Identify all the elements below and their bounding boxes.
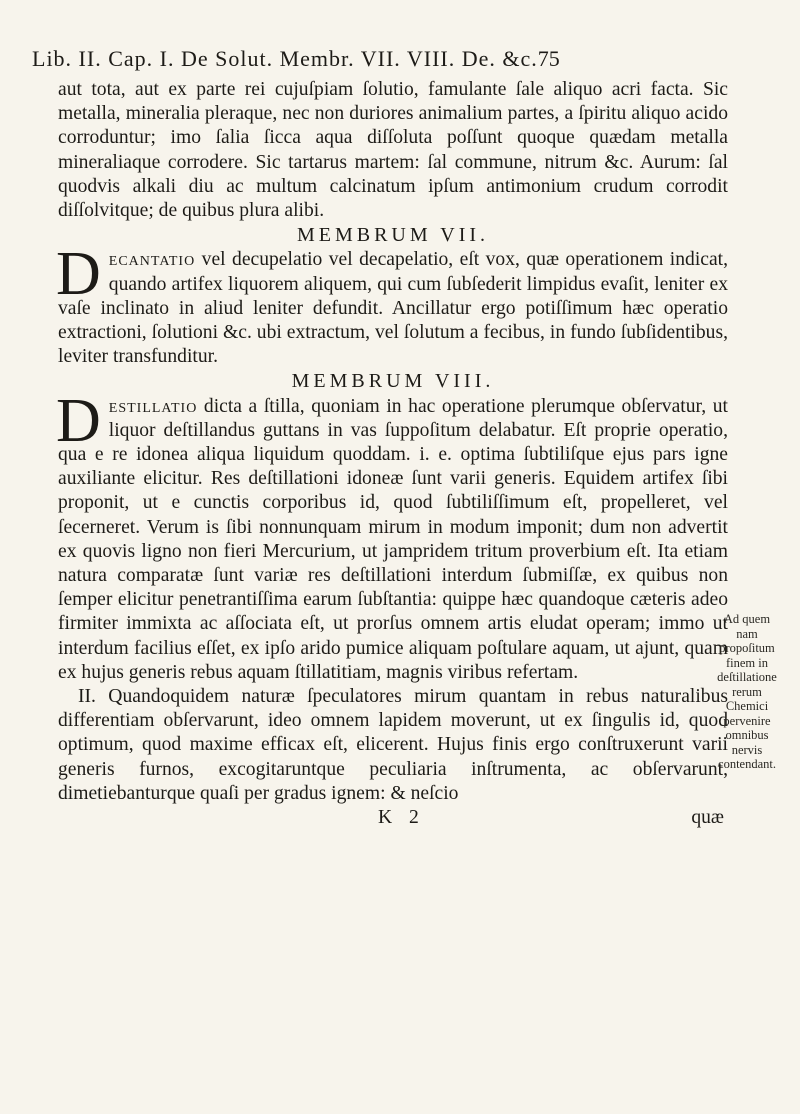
running-head-title: Lib. II. Cap. I. De Solut. Membr. VII. VIII. De. &c. (32, 46, 538, 71)
paragraph-2-lead: ecantatio (108, 249, 196, 271)
paragraph-1: aut tota, aut ex parte rei cujuſpiam ſolutio, famulante ſale aliquo acri facta. Sic metalla, mineralia pleraque, nec non duriores animalium partes, a ſpiritu aliquo acido corroduntur; imo ſalia ſicca aqua diſſoluta poſſunt quoque quædam metalla mineraliaque corrodere. Sic tartarus martem: ſal commune, nitrum &c. Aurum: ſal quodvis alkali diu ac multum calcinatum ipſum antimonium crudum corrodit diſſolvitque; de quibus plura alibi. (58, 79, 728, 222)
signature-mark: K 2 (378, 807, 425, 829)
paragraph-2 (56, 240, 729, 369)
page-footer (58, 806, 728, 830)
paragraph-3 (56, 386, 728, 685)
paragraph-3-text: dicta a ſtilla, quoniam in hac operatione plerumque obſervatur, ut liquor deſtillandus guttans in vas ſuppoſitum delabatur. Eſt proprie operatio, qua e re idonea aliqua liquidum quoddam. i. e. optima ſubtiliſque ejus pars igne auxiliante elicitur. Res deſtillationi idoneæ ſunt varii generis. Equidem artifex ſibi proponit, ut e cunctis corporibus id, quod ſubtiliſſimum eſt, propelleret, vel ſecerneret. Verum is ſibi nonnunquam mirum in modum imponit; dum non advertit ex quovis ligno non fieri Mercurium, ut jampridem tritum proverbium eſt. Ita etiam natura comparatæ ſunt variæ res deſtillationi interdum ſubmiſſæ, ex quibus non ſemper elicitur penetrantiſſima earum ſubſtantia: quippe hæc quandoque cæteris adeo firmiter immixta ac aſſociata eſt, ut prorſus omnem artis eludat operam; immo ut interdum facilius eſſet, ex ipſo arido pumice aliquam poſtulare aquam, ut ajunt, quam ex hujus generis rebus aquam ſtillatitiam, magnis viribus refertam. (58, 395, 728, 683)
running-head (32, 46, 734, 72)
paragraph-2-text: vel decupelatio vel decapelatio, eſt vox, quæ operationem indicat, quando artifex liquorem aliquem, qui cum ſubſederit limpidus evaſit, leniter ex vaſe inclinato in aliud leniter defundit. Ancillatur ergo potiſſimum hæc operatio extractioni, ſolutioni &c. ubi extractum, vel ſolutum a fecibus, in fundo ſubſidentibus, leviter transfunditur. (58, 249, 729, 368)
drop-cap-d: D (56, 240, 101, 309)
heading-membrum-viii: MEMBRUM VIII. (291, 370, 495, 393)
drop-cap-d: D (56, 386, 101, 455)
body-text (58, 78, 728, 830)
paragraph-4: II. Quandoquidem naturæ ſpeculatores mirum quantam in rebus naturalibus differentiam obſervarunt, ideo omnem lapidem moverunt, ut ex ſingulis id, quod optimum, quod maxime efficax eſt, elicerent. Hujus finis ergo conſtruxerunt varii generis furnos, excogitaruntque peculiaria inſtrumenta, ac obſervarunt, dimetiebanturque quaſi per gradus ignem: & neſcio (58, 686, 728, 804)
heading-membrum-vii: MEMBRUM VII. (296, 224, 490, 247)
marginal-note: Ad quem nam propoſitum finem in deſtillatione rerum Chemici pervenire omnibus nervis contendant. (717, 612, 777, 771)
page-number: 75 (537, 46, 560, 71)
catchword: quæ (691, 807, 724, 829)
paragraph-3-lead: estillatio (108, 395, 198, 417)
